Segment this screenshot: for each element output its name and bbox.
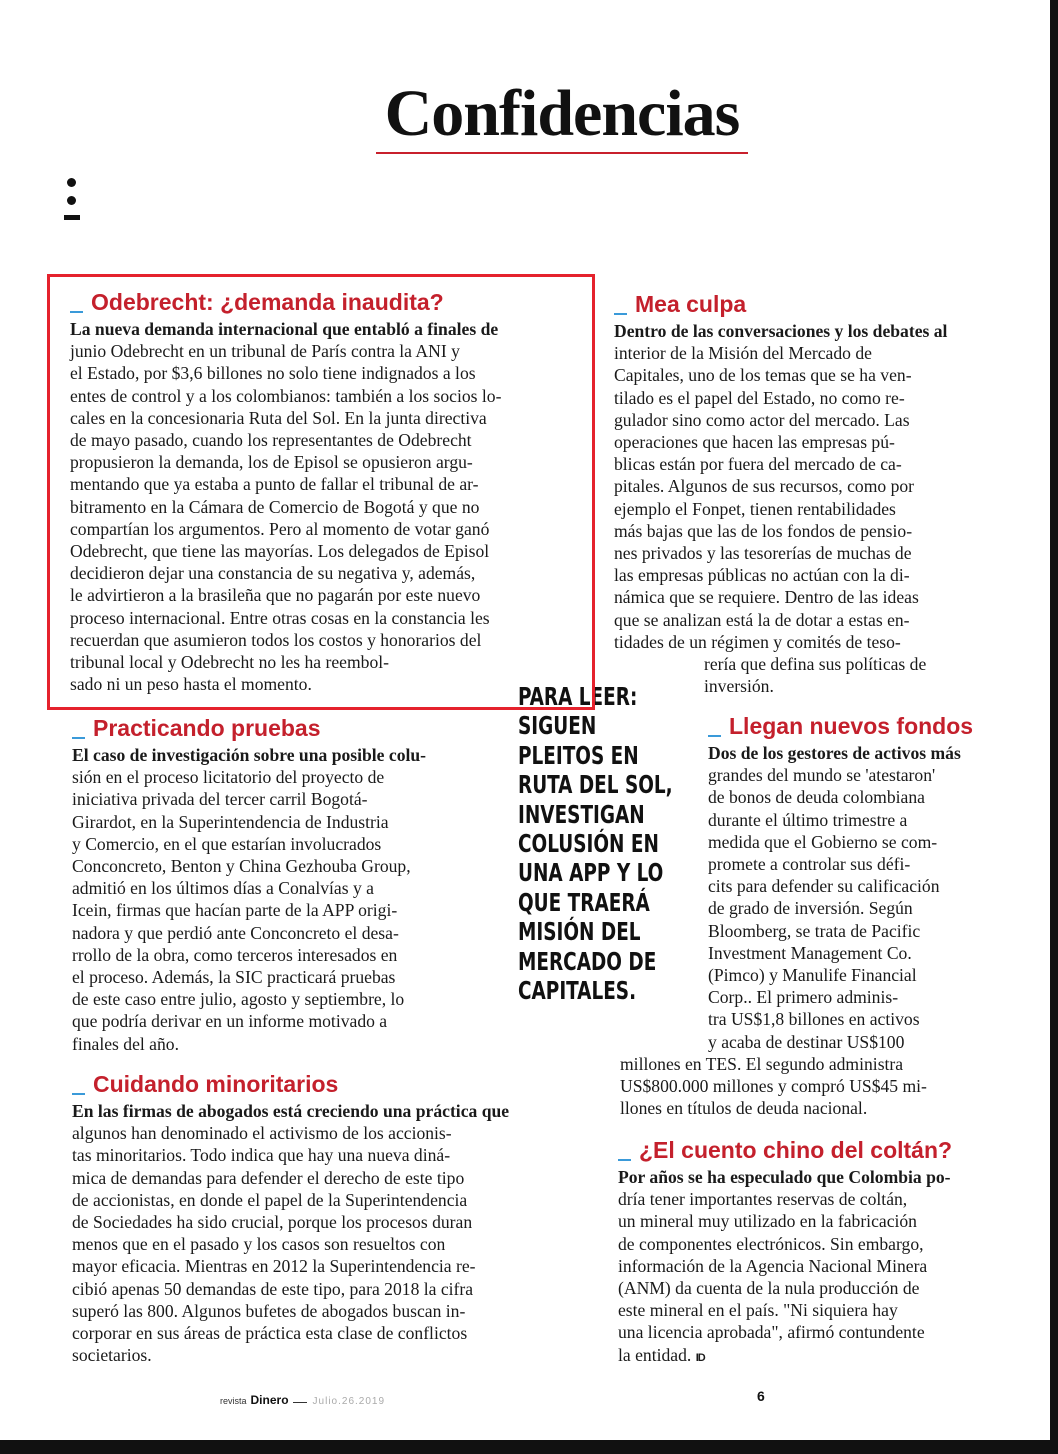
body-line: námica que se requiere. Dentro de las ideas	[614, 587, 919, 608]
body-line: Bloomberg, se trata de Pacific	[708, 920, 921, 941]
page-number: 6	[757, 1388, 765, 1404]
article-body	[620, 742, 1008, 1119]
body-line: de componentes electrónicos. Sin embargo,	[618, 1233, 924, 1254]
body-line: llones en títulos de deuda nacional.	[620, 1098, 868, 1119]
callout-line: PARA LEER:	[518, 682, 638, 711]
body-line: medida que el Gobierno se com-	[708, 831, 938, 852]
body-line: de bonos de deuda colombiana	[708, 787, 925, 808]
body-line: de Sociedades ha sido crucial, porque los procesos duran	[72, 1212, 473, 1233]
body-line: rrollo de la obra, como terceros interesados en	[72, 944, 398, 965]
body-line: tidades de un régimen y comités de teso-	[614, 631, 901, 652]
body-line: Corp.. El primero adminis-	[708, 987, 899, 1008]
body-line: pitales. Algunos de sus recursos, como por	[614, 476, 915, 497]
body-line: propusieron la demanda, los de Episol se opusieron argu-	[70, 452, 473, 473]
body-line: nadora y que perdió ante Conconcreto el desa-	[72, 922, 399, 943]
body-line: compartían los argumentos. Pero al momento de votar ganó	[70, 518, 490, 539]
dash-accent-icon	[614, 313, 627, 315]
body-line: rería que defina sus políticas de	[704, 654, 927, 675]
body-line: que se analizan está la de dotar a estas en-	[614, 609, 910, 630]
body-line: Conconcreto, Benton y China Gezhouba Group,	[72, 856, 411, 877]
body-line: Capitales, uno de los temas que se ha ven-	[614, 365, 912, 386]
body-line: mentando que ya estaba a punto de fallar el tribunal de ar-	[70, 474, 479, 495]
footer	[220, 1393, 385, 1407]
body-line: Dos de los gestores de activos más	[708, 743, 961, 763]
body-line: grandes del mundo se 'atestaron'	[708, 765, 936, 786]
body-line: de grado de inversión. Según	[708, 898, 913, 919]
dot-icon	[67, 178, 76, 187]
footer-prefix: revista	[220, 1396, 247, 1406]
body-line: y Comercio, en el que estarían involucrados	[72, 833, 382, 854]
article-body	[72, 1100, 592, 1366]
dash-accent-icon	[70, 311, 83, 313]
body-line: bitramento en la Cámara de Comercio de Bogotá y que no	[70, 496, 480, 517]
body-line: menos que en el pasado y los casos son resueltos con	[72, 1234, 446, 1255]
body-line: gulador sino como actor del mercado. Las	[614, 409, 910, 430]
body-line: información de la Agencia Nacional Minera	[618, 1255, 928, 1276]
body-line: le advirtieron a la brasileña que no pagarán por este nuevo	[70, 585, 481, 606]
body-line: corporar en sus áreas de práctica esta clase de conflictos	[72, 1323, 468, 1344]
body-line: En las firmas de abogados está creciendo una práctica que	[72, 1101, 510, 1121]
article-cuidando-minoritarios	[72, 1070, 592, 1366]
title-underline	[376, 152, 748, 154]
body-line: el proceso. Además, la SIC practicará pruebas	[72, 967, 396, 988]
body-line: (ANM) da cuenta de la nula producción de	[618, 1278, 920, 1299]
body-line: proceso internacional. Entre otras cosas en la constancia les	[70, 607, 490, 628]
dash-accent-icon	[618, 1159, 631, 1161]
body-line: durante el último trimestre a	[708, 809, 908, 830]
body-line: societarios.	[72, 1345, 152, 1366]
body-line: cales en la concesionaria Ruta del Sol. En la junta directiva	[70, 407, 487, 428]
body-line: Girardot, en la Superintendencia de Industria	[72, 811, 389, 832]
body-line: sado ni un peso hasta el momento.	[70, 674, 312, 695]
body-line: una licencia aprobada", afirmó contundente	[618, 1322, 925, 1343]
article-body	[614, 320, 994, 697]
body-line: las empresas públicas no actúan con la di-	[614, 565, 910, 586]
body-line: iniciativa privada del tercer carril Bogotá-	[72, 789, 368, 810]
body-line: superó las 800. Algunos bufetes de abogados buscan in-	[72, 1300, 466, 1321]
footer-date: Julio.26.2019	[312, 1396, 386, 1407]
article-heading: Llegan nuevos fondos	[708, 712, 1008, 740]
body-line: tra US$1,8 billones en activos	[708, 1009, 920, 1030]
body-line: la entidad. ID	[618, 1344, 705, 1365]
callout-para-leer	[518, 682, 673, 1006]
footer-brand: Dinero	[250, 1393, 289, 1407]
body-line: interior de la Misión del Mercado de	[614, 343, 872, 364]
body-line: finales del año.	[72, 1033, 179, 1054]
callout-line: COLUSIÓN EN	[518, 829, 659, 859]
body-line: US$800.000 millones y compró US$45 mi-	[620, 1076, 927, 1097]
article-nuevos-fondos	[620, 712, 1008, 1119]
body-line: recuerdan que asumieron todos los costos y honorarios del	[70, 629, 482, 650]
dash-accent-icon	[72, 1093, 85, 1095]
body-line: cibió apenas 50 demandas de este tipo, para 2018 la cifra	[72, 1278, 474, 1299]
article-coltan	[618, 1136, 1018, 1369]
body-line: que podría derivar en un informe motivado a	[72, 1011, 388, 1032]
body-line: el Estado, por $3,6 billones no solo tiene indignados a los	[70, 363, 476, 384]
body-line: El caso de investigación sobre una posible colu-	[72, 745, 427, 765]
body-line: algunos han denominado el activismo de los accionis-	[72, 1123, 452, 1144]
body-line: Investment Management Co.	[708, 942, 912, 963]
end-mark-icon: ID	[695, 1351, 705, 1364]
callout-line: RUTA DEL SOL,	[518, 770, 673, 800]
body-line: Dentro de las conversaciones y los debates al	[614, 321, 948, 341]
article-heading: Odebrecht: ¿demanda inaudita?	[70, 288, 590, 316]
article-mea-culpa	[614, 290, 994, 697]
body-line: este mineral en el país. "Ni siquiera hay	[618, 1300, 898, 1321]
dot-icon	[67, 196, 76, 205]
article-heading: Practicando pruebas	[72, 714, 492, 742]
body-line: un mineral muy utilizado en la fabricación	[618, 1211, 917, 1232]
body-line: tas minoritarios. Todo indica que hay una nueva diná-	[72, 1145, 451, 1166]
body-line: La nueva demanda internacional que entabló a finales de	[70, 319, 499, 339]
body-line: Por años se ha especulado que Colombia po-	[618, 1167, 951, 1187]
article-heading: ¿El cuento chino del coltán?	[618, 1136, 1018, 1164]
callout-line: INVESTIGAN	[518, 799, 645, 829]
body-line: entes de control y a los colombianos: también a los socios lo-	[70, 385, 502, 406]
body-line: dría tener importantes reservas de coltán,	[618, 1189, 908, 1210]
dash-accent-icon	[708, 735, 721, 737]
body-line: mayor eficacia. Mientras en 2012 la Superintendencia re-	[72, 1256, 476, 1277]
masthead	[376, 76, 748, 154]
article-odebrecht	[70, 288, 590, 695]
article-body	[72, 744, 492, 1055]
callout-line: QUE TRAERÁ	[518, 887, 650, 917]
article-heading: Cuidando minoritarios	[72, 1070, 592, 1098]
body-line: nes privados y las tesorerías de muchas de	[614, 543, 912, 564]
body-line: tribunal local y Odebrecht no les ha reembol-	[70, 652, 390, 673]
callout-line: MISIÓN DEL	[518, 917, 641, 947]
body-line: y acaba de destinar US$100	[708, 1031, 905, 1052]
body-line: decidieron dejar una constancia de su negativa y, además,	[70, 563, 476, 584]
body-line: mica de demandas para defender el derecho de este tipo	[72, 1167, 465, 1188]
section-marker	[64, 178, 80, 220]
body-line: sión en el proceso licitatorio del proyecto de	[72, 767, 385, 788]
scan-edge-right	[1050, 0, 1058, 1454]
body-line: junio Odebrecht en un tribunal de París contra la ANI y	[70, 341, 460, 362]
body-line: Icein, firmas que hacían parte de la APP origi-	[72, 900, 398, 921]
article-body	[618, 1166, 1018, 1369]
body-line: promete a controlar sus défi-	[708, 854, 911, 875]
callout-line: MERCADO DE	[518, 946, 657, 976]
footer-divider	[293, 1402, 307, 1403]
body-line: tilado es el papel del Estado, no como re-	[614, 387, 905, 408]
body-line: (Pimco) y Manulife Financial	[708, 965, 917, 986]
article-heading: Mea culpa	[614, 290, 994, 318]
page-title: Confidencias	[384, 77, 740, 150]
body-line: más bajas que las de los fondos de pensio-	[614, 520, 913, 541]
body-line: de mayo pasado, cuando los representantes de Odebrecht	[70, 430, 472, 451]
body-line: ejemplo el Fonpet, tienen rentabilidades	[614, 498, 896, 519]
body-line: de accionistas, en donde el papel de la Superintendencia	[72, 1189, 468, 1210]
body-line: admitió en los últimos días a Conalvías y a	[72, 878, 374, 899]
body-line: blicas están por fuera del mercado de ca-	[614, 454, 902, 475]
body-line: Odebrecht, que tiene las mayorías. Los delegados de Episol	[70, 541, 490, 562]
callout-line: CAPITALES.	[518, 976, 637, 1006]
body-line: millones en TES. El segundo administra	[620, 1053, 904, 1074]
body-line: operaciones que hacen las empresas pú-	[614, 432, 895, 453]
body-line: de este caso entre julio, agosto y septiembre, lo	[72, 989, 405, 1010]
body-line: cits para defender su calificación	[708, 876, 940, 897]
dash-accent-icon	[72, 737, 85, 739]
scan-edge-bottom	[0, 1440, 1058, 1454]
body-line: inversión.	[704, 676, 774, 697]
article-practicando-pruebas	[72, 714, 492, 1055]
article-body	[70, 318, 590, 695]
callout-line: UNA APP Y LO	[518, 858, 664, 888]
callout-line: SIGUEN	[518, 711, 597, 741]
dash-icon	[64, 215, 80, 220]
callout-line: PLEITOS EN	[518, 740, 639, 770]
